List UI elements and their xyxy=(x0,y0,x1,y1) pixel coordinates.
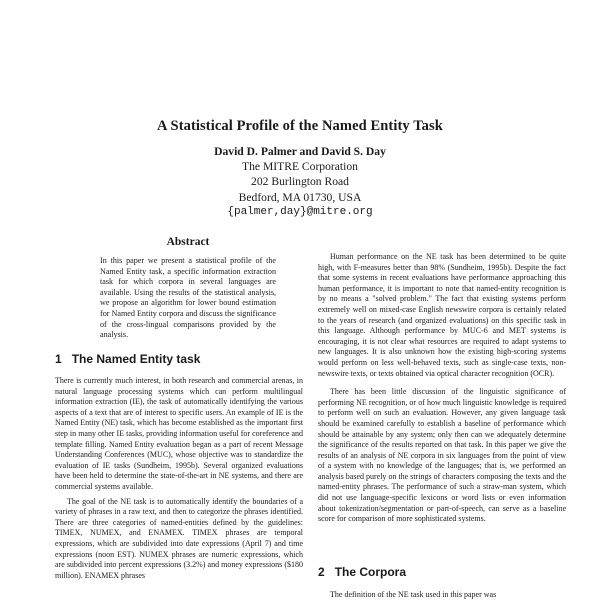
author-address-line2: Bedford, MA 01730, USA xyxy=(238,190,362,204)
section-2-paragraph-1: The definition of the NE task used in this paper was xyxy=(330,590,497,599)
author-email: {palmer,day}@mitre.org xyxy=(227,205,373,218)
right-column-paragraph-2: There has been little discussion of the linguistic significance of performing NE recognition, or of how much linguistic knowledge is required to perform well on such an evaluation. However, any given language task should be examined carefully to establish a baseline of performance which should be attainable by any system; only then can we adequately determine the significance of the results reported on that task. In this paper we give the results of an analysis of NE corpora in six languages from the point of view of a system with no knowledge of the languages; that is, we performed an analysis based purely on the strings of characters composing the texts and the named-entity phrases. The performance of such a straw-man system, which did not use language-specific lexicons or word lists or even information about tokenization/segmentation or part-of-speech, can serve as a baseline score for comparison of more sophisticated systems. xyxy=(318,387,566,524)
section-1-heading xyxy=(55,352,200,366)
section-2-title: The Corpora xyxy=(334,565,407,579)
right-column-paragraph-1: Human performance on the NE task has been determined to be quite high, with F-measures better than 98% (Sundheim, 1995b). Despite the fact that some systems in recent evaluations have performance approaching this human performance, it is important to note that named-entity recognition is by no means a "solved problem." The fact that existing systems perform extremely well on mixed-case English newswire corpora is certainly related to the years of research (and organized evaluations) on this specific task in this language. Although performance by MUC-6 and MET systems is encouraging, it is not clear what resources are required to adapt systems to new languages. It is also unknown how the existing high-scoring systems would perform on less well-behaved texts, such as single-case texts, non-newswire texts, or texts obtained via optical character recognition (OCR). xyxy=(318,252,566,378)
author-affiliation: The MITRE Corporation xyxy=(242,160,358,174)
abstract-heading: Abstract xyxy=(166,236,210,248)
section-2-number: 2 xyxy=(318,565,325,579)
section-1-number: 1 xyxy=(55,352,62,366)
abstract-text: In this paper we present a statistical profile of the Named Entity task, a specific information extraction task for which corpora in several languages are available. Using the results of the statistical analysis, we propose an algorithm for lower bound estimation for Named Entity corpora and discuss the significance of the cross-lingual comparisons provided by the analysis. xyxy=(100,256,276,340)
section-2-heading xyxy=(318,565,406,579)
section-1-paragraph-1: There is currently much interest, in both research and commercial arenas, in natural language processing systems which can perform multilingual information extraction (IE), the task of automatically identifying the various aspects of a text that are of interest to specific users. An example of IE is the Named Entity (NE) task, which has become established as the important first step in many other IE tasks, providing information useful for coreference and template filling. Named Entity evaluation began as a part of recent Message Understanding Conferences (MUC), whose objective was to standardize the evaluation of IE tasks (Sundheim, 1995b). Several organized evaluations have been held to determine the state-of-the-art in NE systems, and there are commercial systems available. xyxy=(55,376,303,491)
left-column-body xyxy=(55,376,303,581)
author-address-line1: 202 Burlington Road xyxy=(251,175,349,189)
section-2-body xyxy=(318,590,566,601)
paper-title: A Statistical Profile of the Named Entity Task xyxy=(157,118,443,134)
right-column-body xyxy=(318,252,566,525)
section-1-paragraph-2: The goal of the NE task is to automatically identify the boundaries of a variety of phrases in a raw text, and then to categorize the phrases identified. There are three categories of named-entities defined by the guidelines: TIMEX, NUMEX, and ENAMEX. TIMEX phrases are temporal expressions, which are subdivided into date expressions (April 7) and time expressions (noon EST). NUMEX phrases are numeric expressions, which are subdivided into percent expressions (3.2%) and money expressions ($180 million). ENAMEX phrases xyxy=(55,496,303,580)
section-1-title: The Named Entity task xyxy=(71,352,201,366)
author-names: David D. Palmer and David S. Day xyxy=(214,145,386,158)
author-block xyxy=(0,144,600,220)
